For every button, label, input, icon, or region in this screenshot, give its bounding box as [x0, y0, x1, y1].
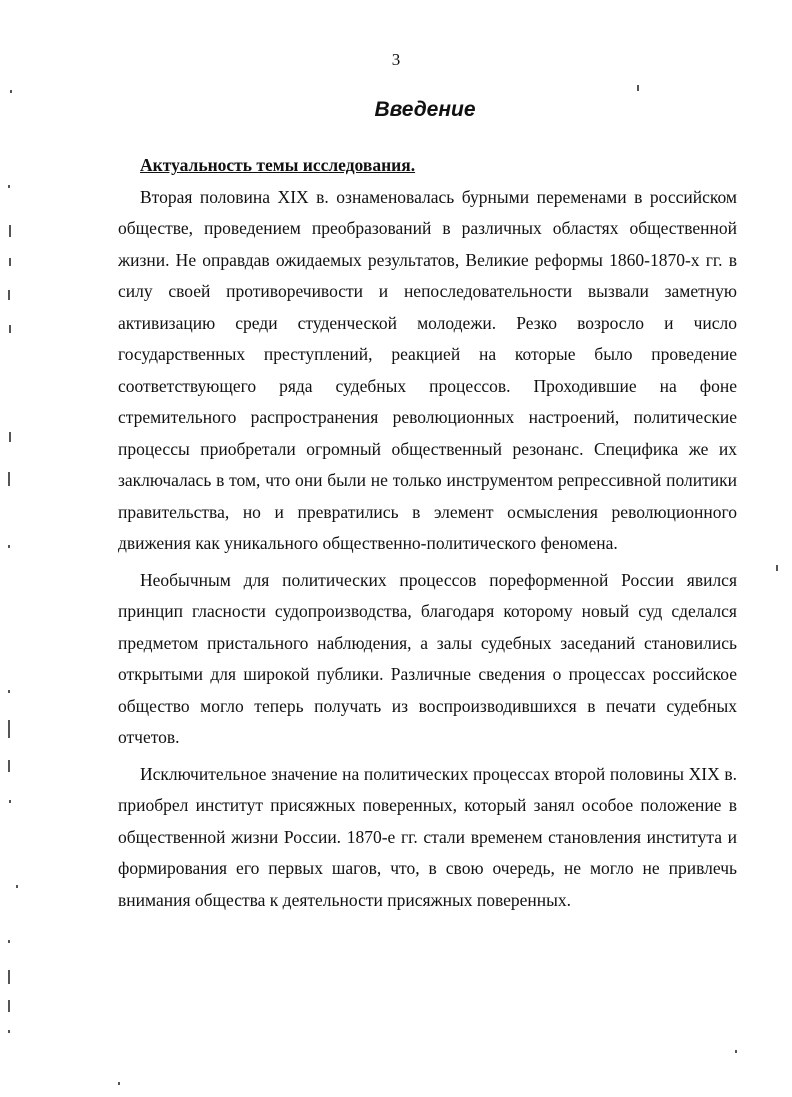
document-body	[118, 150, 737, 916]
scan-speck	[16, 885, 18, 888]
scan-speck	[118, 1082, 120, 1085]
scan-speck	[8, 970, 10, 984]
scan-speck	[8, 1000, 10, 1012]
scan-speck	[8, 720, 10, 738]
scan-speck	[9, 225, 11, 237]
paragraph-1: Вторая половина XIX в. ознаменовалась бурными переменами в российском обществе, проведением преобразований в различных областях общественной жизни. Не оправдав ожидаемых результатов, Великие реформы 1860-1870-х гг. в силу своей противоречивости и непоследовательности вызвали заметную активизацию среди студенческой молодежи. Резко возросло и число государственных преступлений, реакцией на которые было проведение соответствующего ряда судебных процессов. Проходившие на фоне стремительного распространения революционных настроений, политические процессы приобретали огромный общественный резонанс. Специфика же их заключалась в том, что они были не только инструментом репрессивной политики правительства, но и превратились в элемент осмысления революционного движения как уникального общественно-политического феномена.	[118, 186, 737, 553]
scan-speck	[9, 432, 11, 442]
paragraph-2: Необычным для политических процессов пореформенной России явился принцип гласности судопроизводства, благодаря которому новый суд сделался предметом пристального наблюдения, а залы судебных заседаний становились открытыми для широкой публики. Различные сведения о процессах российское общество могло теперь получать из воспроизводившихся в печати судебных отчетов.	[118, 569, 737, 747]
scan-speck	[9, 325, 11, 333]
scan-speck	[8, 290, 10, 300]
scan-speck	[8, 185, 10, 188]
scan-speck	[8, 545, 10, 548]
page-title: Введение	[374, 98, 476, 121]
scan-speck	[735, 1050, 737, 1053]
scan-speck	[8, 690, 10, 693]
scan-speck	[776, 565, 778, 571]
section-heading: Актуальность темы исследования.	[140, 155, 416, 175]
scan-speck	[8, 472, 10, 486]
scan-speck	[8, 1030, 10, 1033]
scan-speck	[8, 940, 10, 943]
scan-speck	[9, 800, 11, 803]
paragraph-3: Исключительное значение на политических процессах второй половины XIX в. приобрел институт присяжных поверенных, который занял особое положение в общественной жизни России. 1870-е гг. стали временем становления института и формирования его первых шагов, что, в свою очередь, не могло не привлечь внимания общества к деятельности присяжных поверенных.	[118, 763, 737, 910]
scan-speck	[10, 90, 12, 93]
scan-speck	[637, 85, 639, 91]
scan-speck	[9, 258, 11, 266]
page-number: 3	[391, 50, 401, 69]
scan-speck	[8, 760, 10, 772]
